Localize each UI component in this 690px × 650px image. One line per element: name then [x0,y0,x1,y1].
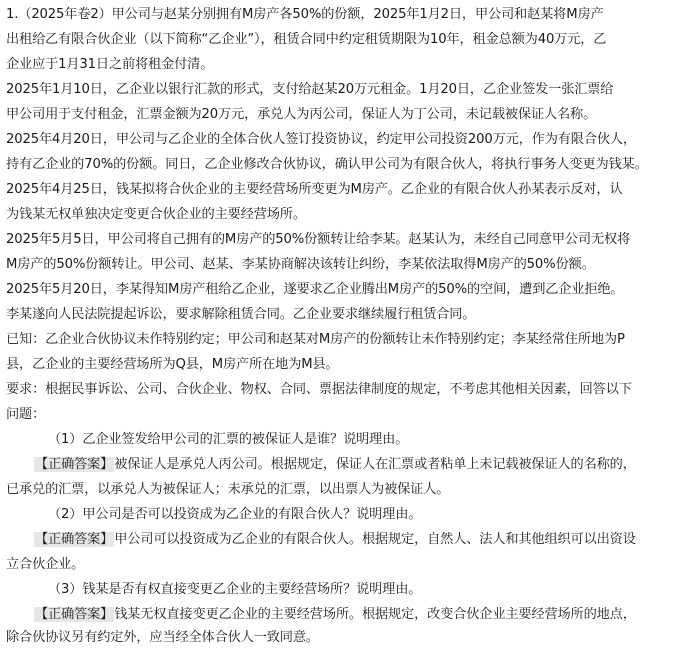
answer-text: 甲公司可以投资成为乙企业的有限合伙人。根据规定，自然人、法人和其他组织可以出资设 [114,532,636,547]
case-line: 为钱某无权单独决定变更合伙企业的主要经营场所。 [6,207,306,222]
case-line: 问题： [6,407,46,422]
case-line: 2025年5月20日，李某得知M房产租给乙企业，遂要求乙企业腾出M房产的50%的空间，遭到乙企业拒绝。 [6,282,624,297]
answer-label: 【正确答案】 [35,607,114,622]
case-line: 县，乙企业的主要经营场所为Q县，M房产所在地为M县。 [6,357,339,372]
answer-text: 被保证人是承兑人丙公司。根据规定，保证人在汇票或者粘单上未记载被保证人的名称的， [114,457,636,472]
answer-label: 【正确答案】 [35,532,114,547]
answer-text: 立合伙企业。 [6,557,85,572]
answer-text: 已承兑的汇票，以承兑人为被保证人；未承兑的汇票，以出票人为被保证人。 [6,482,450,497]
case-line: 2025年5月5日，甲公司将自己拥有的M房产的50%份额转让给李某。赵某认为，未经自己同意甲公司无权将 [6,232,631,247]
case-line: M房产的50%份额转让。甲公司、赵某、李某协商解决该转让纠纷，李某依法取得M房产的50%份额。 [6,257,595,272]
answer-3 [34,602,636,627]
case-line: 1.（2025年卷2）甲公司与赵某分别拥有M房产各50%的份额，2025年1月2日，甲公司和赵某将M房产 [6,7,604,22]
case-line: 2025年1月10日，乙企业以银行汇款的形式，支付给赵某20万元租金。1月20日，乙企业签发一张汇票给 [6,82,614,97]
answer-text: 钱某无权直接变更乙企业的主要经营场所。根据规定，改变合伙企业主要经营场所的地点， [114,607,636,622]
question-1: （1）乙企业签发给甲公司的汇票的被保证人是谁？说明理由。 [48,432,409,447]
case-line: 出租给乙有限合伙企业（以下简称“乙企业”），租赁合同中约定租赁期限为10年，租金总额为40万元，乙 [6,32,607,47]
question-2: （2）甲公司是否可以投资成为乙企业的有限合伙人？说明理由。 [48,507,422,522]
answer-1 [34,452,636,477]
case-line: 甲公司用于支付租金，汇票金额为20万元，承兑人为丙公司，保证人为丁公司，未记载被保证人名称。 [6,107,597,122]
question-3: （3）钱某是否有权直接变更乙企业的主要经营场所？说明理由。 [48,582,422,597]
case-line: 持有乙企业的70%的份额。同日，乙企业修改合伙协议，确认甲公司为有限合伙人，将执行事务人变更为钱某。 [6,157,648,172]
answer-2 [34,527,636,552]
case-line: 已知：乙企业合伙协议未作特别约定；甲公司和赵某对M房产的份额转让未作特别约定；李某经常住所地为P [6,332,625,347]
case-line: 2025年4月20日，甲公司与乙企业的全体合伙人签订投资协议，约定甲公司投资200万元，作为有限合伙人， [6,132,636,147]
case-line: 要求：根据民事诉讼、公司、合伙企业、物权、合同、票据法律制度的规定，不考虑其他相关因素，回答以下 [6,382,632,397]
case-line: 李某遂向人民法院提起诉讼，要求解除租赁合同。乙企业要求继续履行租赁合同。 [6,307,476,322]
answer-text: 除合伙协议另有约定外，应当经全体合伙人一致同意。 [6,630,319,645]
case-line: 2025年4月25日，钱某拟将合伙企业的主要经营场所变更为M房产。乙企业的有限合伙人孙某表示反对，认 [6,182,623,197]
case-line: 企业应于1月31日之前将租金付清。 [6,57,214,72]
answer-label: 【正确答案】 [35,457,114,472]
